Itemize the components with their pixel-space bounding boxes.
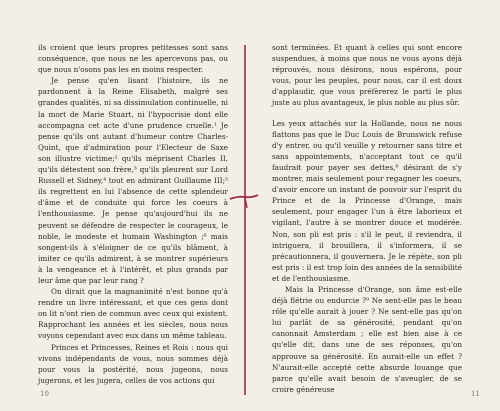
right-paragraph-1: sont terminées. Et quant à celles qui sont encore suspendues, à moins que nous ne vous ayons déjà réprouvés, nous désirons, nous espérons, pour vous, pour les peuples, pour nous, car il est doux d'applaudir, que vous préfèrerez le parti le plus juste au plus avantageux, le plus noble au plus sûr. <box>272 43 462 108</box>
left-paragraph-2: Je pense qu'en lisant l'histoire, ils ne pardonnent à la Reine Elisabeth, malgré ses grandes qualités, ni sa dissimulation continuelle, ni la mort de Marie Stuart, ni l'hypocrisie dont elle accompagna cet acte d'une prudence cruelle.¹ Je pense qu'ils ont autant d'humeur contre Charles-Quint, que d'admiration pour l'Electeur de Saxe son illustre victime;² qu'ils méprisent Charles II, qu'ils détestent son frère,³ qu'ils pleurent sur Lord Russell et Sidney,⁴ tout en admirant Guillaume III;⁵ ils regrettent en lui l'absence de cette splendeur d'âme et de conduite qui force les coeurs à l'enthousiasme. Je pense qu'aujourd'hui ils ne peuvent se défendre de respecter le courageux, le noble, le modeste et humain Washington ;⁶ mais songent-ils à s'éloigner de ce qu'ils blâment, à imiter ce qu'ils admirent, à se montrer supérieurs à la vengeance et à l'intérêt, et plus grands par leur âme que par leur rang ? <box>38 76 228 285</box>
binding-knot-icon <box>230 195 258 199</box>
left-paragraph-1: ils croient que leurs propres petitesses sont sans conséquence, que nous ne les apercevons pas, ou que nous n'osons pas les en moins respecter. <box>38 43 228 75</box>
right-paragraph-2: Les yeux attachés sur la Hollande, nous ne nous flattons pas que le Duc Louis de Brunswick refuse d'y entrer, ou qu'il veuille y retourner sans titre et sans appointements, n'acceptant tout ce qu'il faudrait pour payer ses dettes,⁸ désirant de s'y montrer, mais seulement pour regagner les coeurs, d'avoir encore un instant de pouvoir sur l'esprit du Prince et de la Princesse d'Orange, mais seulement, pour engager l'un à être laborieux et vigilant, l'autre à se montrer douce et modérée. Non, son pli est pris : s'il le peut, il reviendra, il intriguera, il brouillera, il s'informera, il se précautionnera, il gouvernera. Je le répète, son pli est pris : il est trop loin des années de la sensibilité et de l'enthousiasme. <box>272 118 462 283</box>
left-page-number: 10 <box>40 390 49 398</box>
right-paragraph-3: Mais la Princesse d'Orange, son âme est-elle déjà flétrie ou endurcie ?⁹ Ne sent-elle pas le beau rôle qu'elle aurait à jouer ? Ne sent-elle pas qu'on lui parlât de sa générosité, pendant qu'on canonnait Amsterdam ; elle est bien aise à ce qu'elle dit, dans une de ses réponses, qu'on approuve sa générosité. En aurait-elle un effet ? N'aurait-elle accepté cette absurde louange que parce qu'elle avait besoin de s'aveugler, de se croire généreuse <box>272 284 462 394</box>
right-page-number: 11 <box>471 390 480 398</box>
left-paragraph-3: On dirait que la magnanimité n'est bonne qu'à rendre un livre intéressant, et que ces gens dont on lit n'ont rien de commun avec ceux qui existent. Rapprochant les années et les siècles, nous nous voyons cependant avec eux dans un même tableau. <box>38 287 228 341</box>
left-paragraph-4: Princes et Princesses, Reines et Rois : nous qui vivons indépendants de vous, nous sommes déjà pour vous la postérité, nous jugeons, nous jugerons, et les jugera, celles de vos actions qui <box>38 342 228 385</box>
